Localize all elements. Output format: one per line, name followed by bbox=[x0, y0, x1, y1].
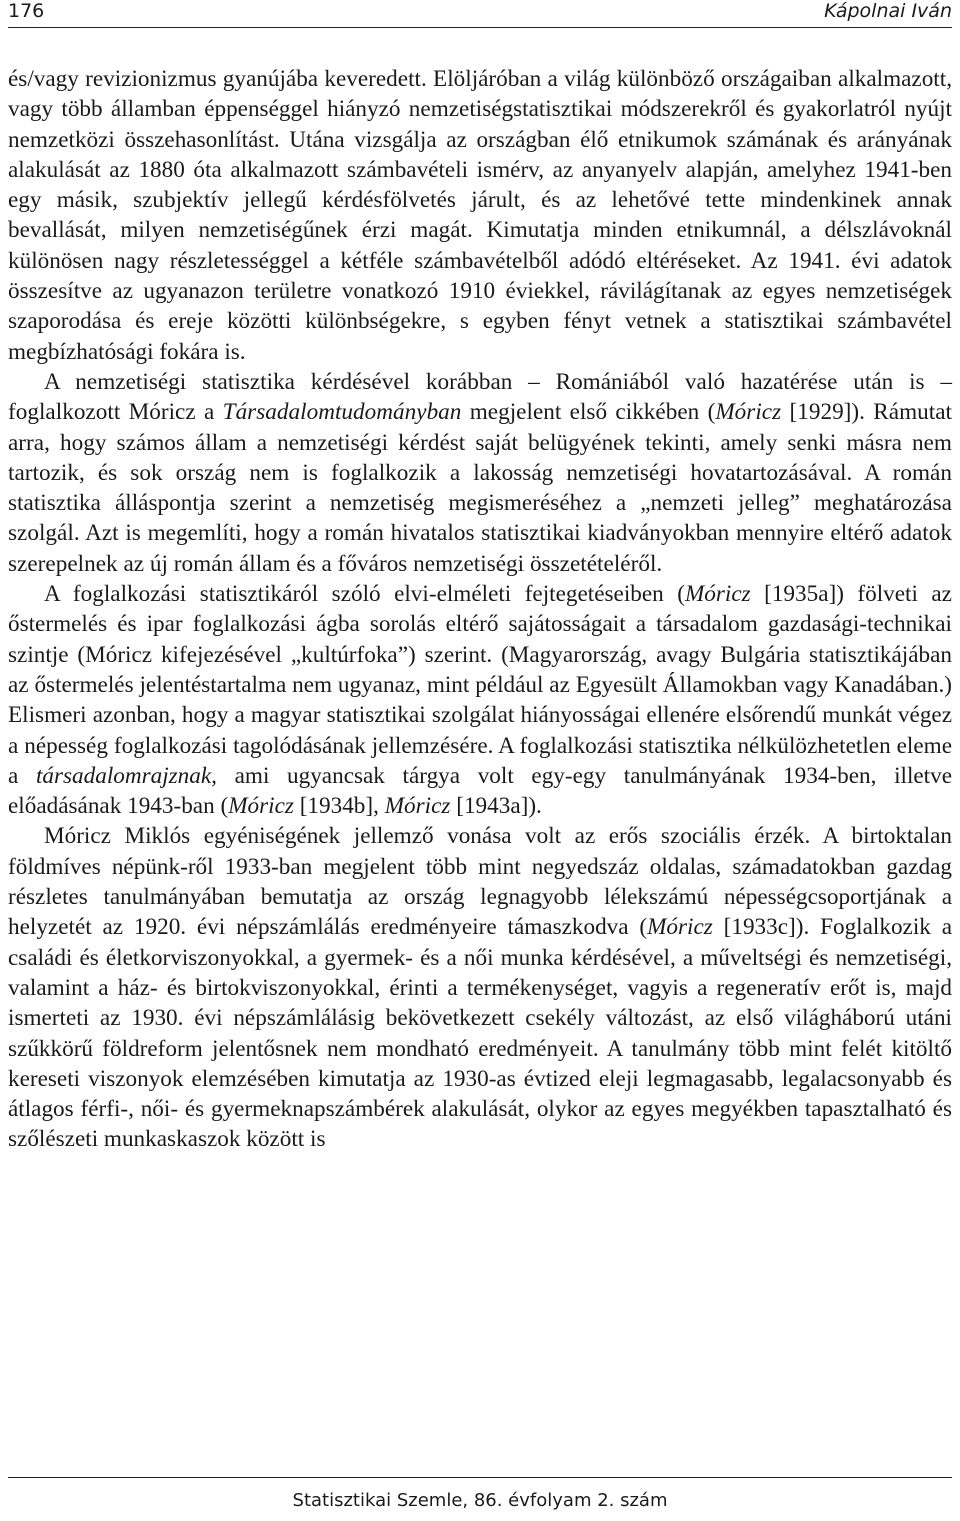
paragraph-text: [1943a]). bbox=[450, 793, 542, 820]
paragraph-text: Móricz Miklós egyéniségének jellemző vonása volt az erős szociális érzék. A birtoktalan földmíves népünk-ről 1933-ban megjelent több mint negyedszáz oldalas, számadatokban gazdag részletes tanulmányában bemutatja az ország legnagyobb lélekszámú népességcsoportjának a helyzetét az 1920. évi népszámlálás eredményeire támaszkodva ( bbox=[8, 823, 952, 941]
header-divider bbox=[8, 27, 952, 28]
paragraph-text: [1935a]) fölveti az őstermelés és ipar foglalkozási ágba sorolás eltérő sajátosságait a társadalom gazdasági-technikai szintje (Móricz kifejezésével „kultúrfoka”) szerint. (Magyarország, avagy Bulgária statisztikájában az őstermelés jelentéstartalma nem ugyanaz, mint például az Egyesült Államokban vagy Kanadában.) Elismeri azonban, hogy a magyar statisztikai szolgálat hiányosságai ellenére elsőrendű munkát végez a népesség foglalkozási tagolódásának jellemzésére. A foglalkozási statisztika nélkülözhetetlen eleme a bbox=[8, 581, 952, 789]
paragraph-text: [1933c]). Foglalkozik a családi és életkorviszonyokkal, a gyermek- és a női munka kérdésével, a műveltségi és nemzetiségi, valamint a ház- és birtokviszonyokkal, érinti a termékenységet, vagyis a regeneratív erőt is, majd ismerteti az 1930. évi népszámlálásig bekövetkezett csekély változást, az első világháború utáni szűkkörű földreform jelentősnek nem mondható eredményeit. A tanulmány több mint felét kitöltő kereseti viszonyok elemzésében kimutatja az 1930-as évtized eleji legmagasabb, legalacsonyabb és átlagos férfi-, női- és gyermeknapszámbérek alakulását, olykor az egyes megyékben tapasztalható és szőlészeti munkaskaszok között is bbox=[8, 914, 952, 1153]
paragraph-text: és/vagy revizionizmus gyanújába keveredett. Elöljáróban a világ különböző országaiban alkalmazott, vagy több államban éppenséggel hiányzó nemzetiségstatisztikai módszerekről és gyakorlatról nyújt nemzetközi összehasonlítást. Utána vizsgálja az országban élő etnikumok számának és arányának alakulását az 1880 óta alkalmazott számbavételi ismérv, az anyanyelv alapján, amelyhez 1941-ben egy másik, szubjektív jellegű kérdésfölvetés járult, és az lehetővé tette mindenkinek annak bevallását, milyen nemzetiségűnek érzi magát. Kimutatja minden etnikumnál, a délszlávoknál különösen nagy részletességgel a kétféle számbavételből adódó eltéréseket. Az 1941. évi adatok összesítve az ugyanazon területre vonatkozó 1910 éviekkel, rávilágítanak az egyes nemzetiségek szaporodása és ereje közötti különbségekre, s egyben fényt vetnek a statisztikai számbavétel megbízhatósági fokára is. bbox=[8, 66, 952, 365]
paragraph-text: A foglalkozási statisztikáról szóló elvi-elméleti fejtegetéseiben ( bbox=[44, 581, 685, 608]
paragraph-text: [1934b], bbox=[293, 793, 385, 820]
paragraph bbox=[8, 821, 952, 1154]
article-body bbox=[8, 64, 952, 1155]
citation-author: Móricz bbox=[715, 399, 782, 426]
paragraph bbox=[8, 579, 952, 821]
paragraph-text: megjelent első cikkében ( bbox=[461, 399, 716, 426]
citation-author: Móricz bbox=[647, 914, 713, 941]
paragraph-text: ami ugyancsak tárgya volt egy-egy tanulmányának 1934-ben, illetve előadásának 1943-ban ( bbox=[8, 762, 953, 820]
footer-divider bbox=[8, 1477, 952, 1478]
paragraph bbox=[8, 367, 952, 579]
emphasized-term: társadalomrajznak, bbox=[35, 762, 217, 789]
citation-author: Móricz bbox=[384, 793, 451, 820]
citation-author: Móricz bbox=[228, 793, 294, 820]
paragraph-text: A nemzetiségi statisztika kérdésével korábban – Romániából való hazatérése után is – foglalkozott Móricz a bbox=[8, 368, 952, 426]
citation-author: Móricz bbox=[684, 581, 751, 608]
page-header bbox=[8, 0, 952, 26]
running-head-author: Kápolnai Iván bbox=[824, 0, 952, 22]
paragraph bbox=[8, 64, 952, 367]
page-number: 176 bbox=[8, 0, 45, 22]
page-footer: Statisztikai Szemle, 86. évfolyam 2. szám bbox=[292, 1490, 668, 1511]
journal-title: Társadalomtudományban bbox=[222, 399, 462, 426]
paragraph-text: [1929]). Rámutat arra, hogy számos állam a nemzetiségi kérdést saját belügyének tekinti, amely senki másra nem tartozik, és sok ország nem is foglalkozik a lakosság nemzetiségi hovatartozásával. A román statisztika álláspontja szerint a nemzetiség megismeréséhez a „nemzeti jelleg” meghatározása szolgál. Azt is megemlíti, hogy a román hivatalos statisztikai kiadványokban mennyire eltérő adatok szerepelnek az új román állam és a főváros nemzetiségi összetételéről. bbox=[8, 399, 953, 577]
